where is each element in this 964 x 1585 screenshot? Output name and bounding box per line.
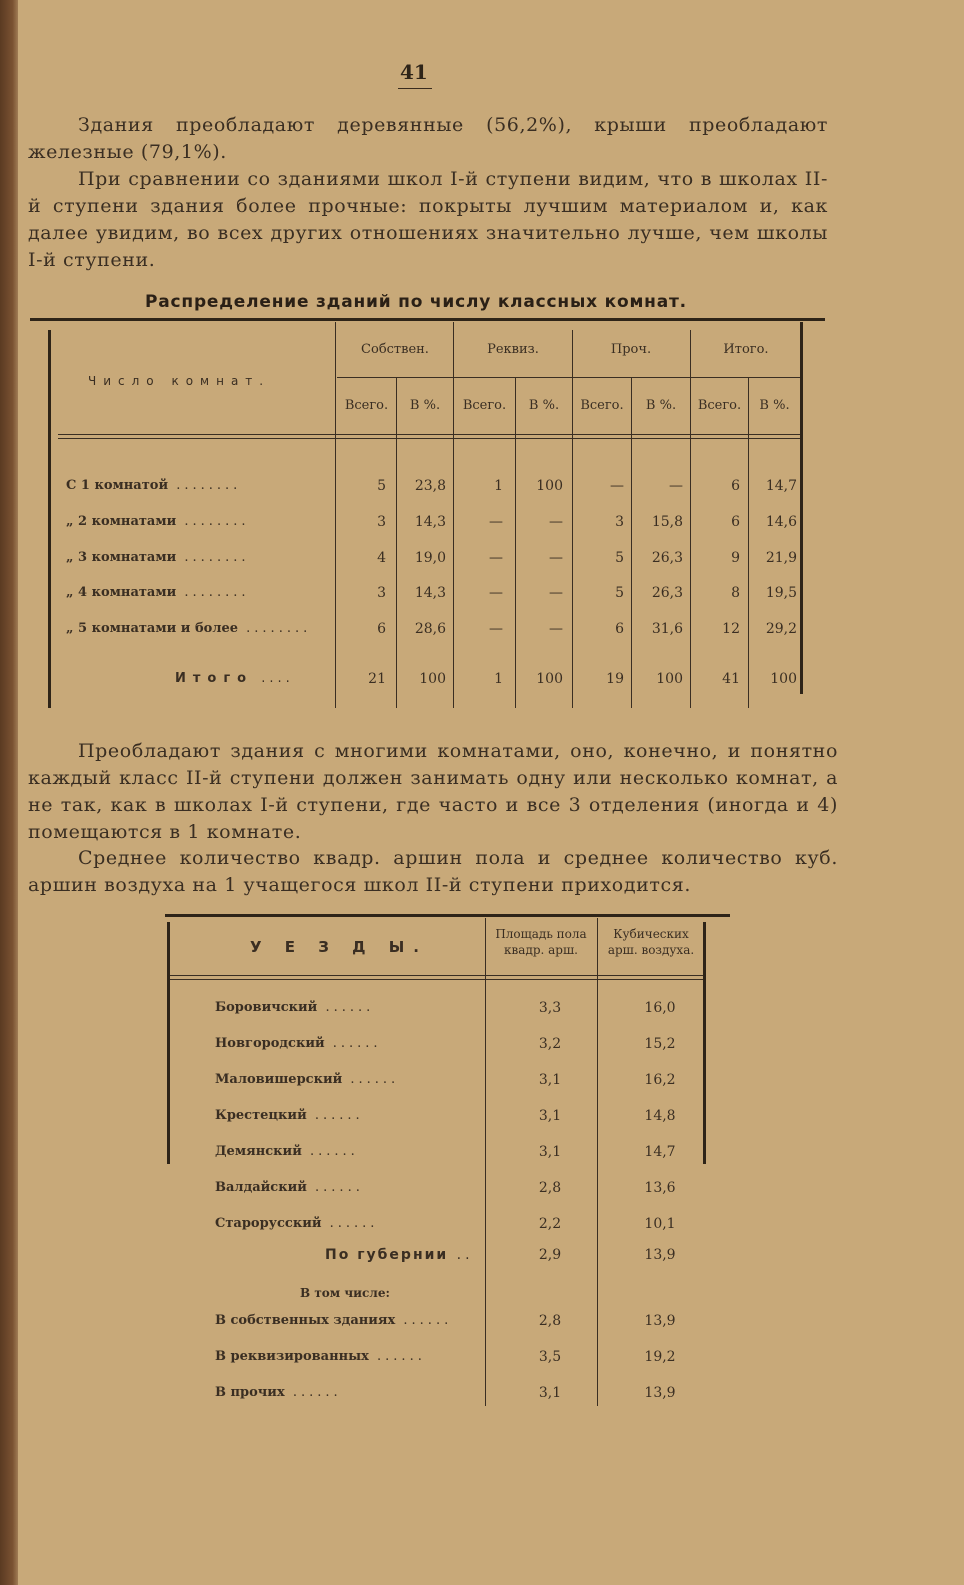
table1-cell: 26,3 [651, 585, 683, 601]
row-label-text: Новгородский [215, 1036, 325, 1051]
row-label-text: „ 5 комнатами и более [66, 621, 239, 636]
row-label-text: Демянский [215, 1144, 302, 1159]
row-label-text: Валдайский [215, 1180, 307, 1195]
table2-volume-cell: 13,6 [644, 1180, 676, 1196]
table1-sub-header: Всего. [580, 398, 624, 413]
table1-cell: 14,7 [765, 478, 797, 494]
table1-total-cell: 19 [606, 671, 624, 687]
table1-cell: — [669, 478, 683, 494]
table1-top-rule [30, 318, 825, 321]
table1-cell: 6 [731, 514, 740, 530]
table2-area-cell: 2,8 [538, 1313, 562, 1329]
table1-cell: — [549, 550, 563, 566]
table1-group-header: Реквиз. [487, 342, 539, 357]
paragraph-4: Среднее количество квадр. аршин пола и среднее количество куб. аршин воздуха на 1 учащегося школ II-й ступени приходится. [28, 847, 838, 896]
table1-row-label [66, 514, 249, 529]
leader-dots: ...... [306, 1108, 364, 1123]
table1-row-label [66, 550, 249, 565]
table1-header-rule [58, 434, 800, 435]
table2-row-label [215, 1108, 364, 1123]
table1-total-cell: 21 [368, 671, 386, 687]
table2-area-cell: 3,2 [538, 1036, 562, 1052]
table1-cell: 15,8 [651, 514, 683, 530]
row-label-text: Маловишерский [215, 1072, 343, 1087]
table2-subheading: В том числе: [300, 1286, 390, 1300]
leader-dots: .... [253, 671, 294, 686]
table1-cell: 3 [377, 585, 386, 601]
table2-row-label [215, 1072, 399, 1087]
table1-group-header: Итого. [723, 342, 769, 357]
table1-cell: — [489, 550, 503, 566]
table1-sub-header: Всего. [344, 398, 389, 413]
table2-area-cell: 3,1 [538, 1072, 562, 1088]
book-spine [0, 0, 18, 1585]
table1-sub-header: Всего. [462, 398, 507, 413]
row-label-text: В собственных зданиях [215, 1313, 396, 1328]
table2-volume-header: Кубических арш. воздуха. [607, 927, 695, 957]
row-label-text: Старорусский [215, 1216, 322, 1231]
table2-col-divider [597, 918, 598, 1406]
row-label-text: Крестецкий [215, 1108, 307, 1123]
leader-dots: ...... [324, 1036, 382, 1051]
row-label-text: С 1 комнатой [66, 478, 169, 493]
table1-cell: 3 [615, 514, 624, 530]
leader-dots: ...... [317, 1000, 375, 1015]
leader-dots: ...... [284, 1385, 342, 1400]
table1-total-cell: 100 [770, 671, 797, 687]
table1-cell: 9 [731, 550, 740, 566]
table1-cell: 3 [377, 514, 386, 530]
table1-cell: 8 [731, 585, 740, 601]
table1-group-rule [337, 377, 800, 378]
table2-volume-cell: 15,2 [644, 1036, 676, 1052]
table1-cell: 12 [722, 621, 740, 637]
paragraph-1: Здания преобладают деревянные (56,2%), крыши преобладают железные (79,1%). [28, 114, 828, 163]
leader-dots: ........ [176, 585, 250, 600]
table1-left-border [48, 330, 51, 708]
table1-sub-header: В %. [645, 398, 677, 413]
table2-area-cell: 3,1 [538, 1144, 562, 1160]
leader-dots: ...... [342, 1072, 400, 1087]
table1-total-label [175, 671, 294, 686]
table1-cell: 14,3 [414, 514, 446, 530]
leader-dots: ...... [301, 1144, 359, 1159]
table2-volume-cell: 13,9 [644, 1385, 676, 1401]
table1-sub-header: В %. [759, 398, 790, 413]
table2-district-header: У Е З Д Ы. [250, 938, 428, 956]
table1-cell: — [489, 585, 503, 601]
row-label-text: „ 2 комнатами [66, 514, 177, 529]
table1-cell: 26,3 [651, 550, 683, 566]
row-label-text: По губернии [325, 1247, 449, 1263]
table2-row-label [215, 1036, 382, 1051]
table1-cell: 6 [731, 478, 740, 494]
leader-dots: ...... [321, 1216, 379, 1231]
table1-cell: 100 [536, 478, 563, 494]
paragraph-3: Преобладают здания с многими комнатами, оно, конечно, и понятно каждый класс II-й ступени должен занимать одну или несколько комнат, а не так, как в школах I-й ступени, где часто и все 3 отделения (иногда и 4) помещаются в 1 комнате. [28, 740, 838, 843]
table1-cell: 6 [377, 621, 386, 637]
leader-dots: .. [448, 1247, 474, 1263]
table1-cell: 23,8 [414, 478, 446, 494]
table1-cell: 14,3 [414, 585, 446, 601]
table1-cell: 19,0 [414, 550, 446, 566]
table1-cell: — [549, 621, 563, 637]
table2-top-rule [165, 914, 730, 917]
table1-total-cell: 100 [419, 671, 446, 687]
table2-right-border [703, 922, 706, 1164]
table2-left-border [167, 922, 170, 1164]
table1-caption: Распределение зданий по числу классных комнат. [145, 292, 687, 312]
table1-cell: 31,6 [651, 621, 683, 637]
table1-col-divider [515, 378, 516, 708]
table1-cell: 5 [615, 585, 624, 601]
row-label-text: Боровичский [215, 1000, 318, 1015]
table2-row-label [215, 1349, 426, 1364]
table1-cell: 14,6 [765, 514, 797, 530]
table1-total-cell: 41 [722, 671, 740, 687]
table1-cell: 21,9 [765, 550, 797, 566]
table1-sub-header: В %. [409, 398, 441, 413]
table2-area-header: Площадь пола квадр. арш. [495, 927, 587, 957]
table1-group-header: Собствен. [361, 342, 429, 357]
table2-volume-cell: 14,8 [644, 1108, 676, 1124]
table1-cell: — [610, 478, 624, 494]
table2-area-cell: 3,1 [538, 1108, 562, 1124]
table2-area-cell: 3,1 [538, 1385, 562, 1401]
table1-cell: — [549, 585, 563, 601]
table1-header-rule [58, 438, 800, 439]
table2-volume-cell: 10,1 [644, 1216, 676, 1232]
table2-area-cell: 2,8 [538, 1180, 562, 1196]
table1-cell: 28,6 [414, 621, 446, 637]
leader-dots: ...... [368, 1349, 426, 1364]
table2-volume-cell: 13,9 [644, 1313, 676, 1329]
leader-dots: ........ [176, 514, 250, 529]
table1-row-label [66, 621, 311, 636]
table1-cell: — [549, 514, 563, 530]
table1-sub-header: В %. [528, 398, 560, 413]
row-label-text: В реквизированных [215, 1349, 369, 1364]
leader-dots: ........ [168, 478, 242, 493]
table2-volume-cell: 16,0 [644, 1000, 676, 1016]
table2-row-label [215, 1180, 364, 1195]
table2-row-label [215, 1216, 378, 1231]
table2-area-cell: 3,5 [538, 1349, 562, 1365]
table1-right-border [800, 322, 803, 694]
table1-cell: 1 [494, 478, 503, 494]
table1-col-divider [748, 378, 749, 708]
row-label-text: Итого [175, 671, 254, 686]
leader-dots: ........ [176, 550, 250, 565]
row-label-text: В прочих [215, 1385, 285, 1400]
table2-volume-cell: 19,2 [644, 1349, 676, 1365]
page-number: 41 [400, 60, 428, 84]
table2-total-label [325, 1247, 474, 1263]
table1-cell: — [489, 514, 503, 530]
table2-area-cell: 2,2 [538, 1216, 562, 1232]
table1-cell: 19,5 [765, 585, 797, 601]
table2-row-label [215, 1000, 374, 1015]
table2-volume-cell: 14,7 [644, 1144, 676, 1160]
leader-dots: ...... [395, 1313, 453, 1328]
table1-row-header: Число комнат. [88, 374, 271, 388]
table1-cell: 5 [615, 550, 624, 566]
table1-col-divider [396, 378, 397, 708]
table2-header-rule [170, 975, 703, 976]
table2-col-divider [485, 918, 486, 1406]
table1-row-label [66, 478, 241, 493]
table1-cell: — [489, 621, 503, 637]
table1-row-label [66, 585, 249, 600]
table1-cell: 6 [615, 621, 624, 637]
table2-row-label [215, 1144, 359, 1159]
table1-total-cell: 100 [536, 671, 563, 687]
leader-dots: ........ [238, 621, 312, 636]
row-label-text: „ 3 комнатами [66, 550, 177, 565]
table1-total-cell: 100 [656, 671, 683, 687]
table1-total-cell: 1 [494, 671, 503, 687]
table2-volume-cell: 16,2 [644, 1072, 676, 1088]
table2-area-cell: 2,9 [538, 1247, 562, 1263]
table1-group-header: Проч. [610, 342, 652, 357]
table2-volume-cell: 13,9 [644, 1247, 676, 1263]
table2-row-label [215, 1313, 452, 1328]
table2-row-label [215, 1385, 342, 1400]
table2-area-cell: 3,3 [538, 1000, 562, 1016]
paragraph-2: При сравнении со зданиями школ I-й ступени видим, что в школах II-й ступени здания более прочные: покрыты лучшим материалом и, как далее увидим, во всех других отношениях значительно лучше, чем школы I-й ступени. [28, 168, 828, 271]
table2-header-rule [170, 979, 703, 980]
page-number-rule [398, 88, 432, 89]
table1-cell: 4 [377, 550, 386, 566]
table1-cell: 5 [377, 478, 386, 494]
table1-cell: 29,2 [765, 621, 797, 637]
table1-sub-header: Всего. [697, 398, 742, 413]
row-label-text: „ 4 комнатами [66, 585, 177, 600]
table1-col-divider [572, 330, 573, 708]
table1-col-divider [631, 378, 632, 708]
leader-dots: ...... [306, 1180, 364, 1195]
